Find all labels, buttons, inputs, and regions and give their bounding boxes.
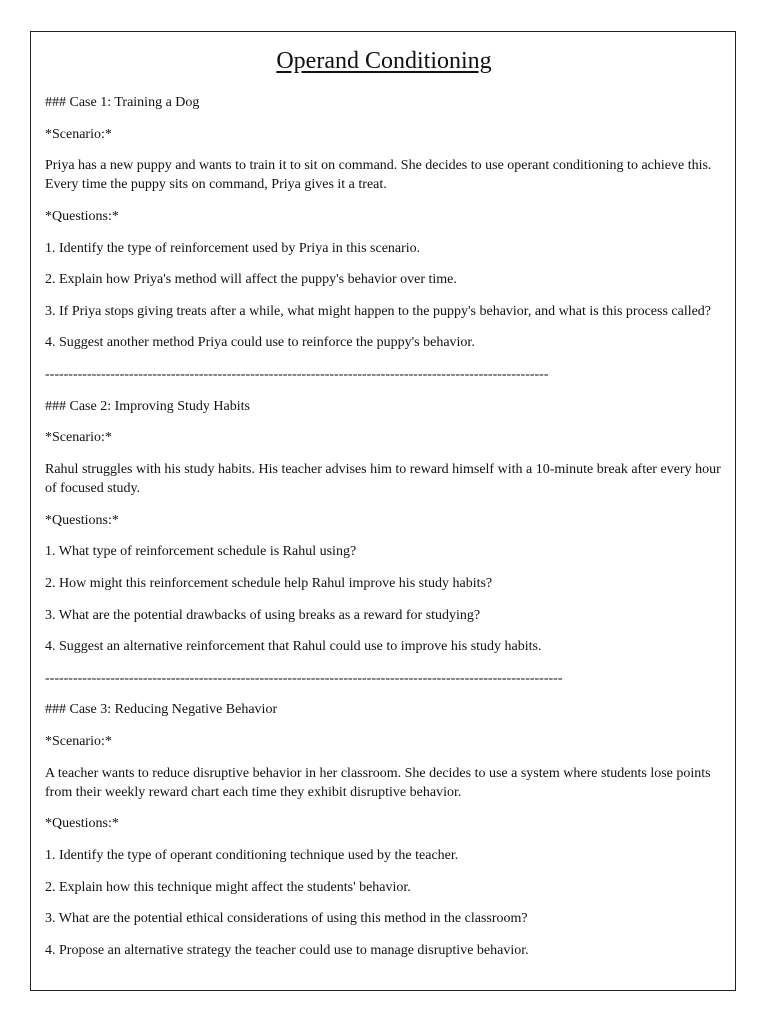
case-1-scenario-label: *Scenario:*	[45, 127, 112, 142]
case-3-question-2: 2. Explain how this technique might affect the students' behavior.	[45, 880, 411, 895]
case-2-heading: ### Case 2: Improving Study Habits	[45, 399, 250, 414]
case-2-questions-label: *Questions:*	[45, 513, 119, 528]
case-2-scenario-text: Rahul struggles with his study habits. His teacher advises him to reward himself with a 10-minute break after every hour of focused study.	[45, 462, 721, 496]
section-divider-2: ---------------------------------------------------------------------------------------------------------------	[45, 671, 563, 686]
case-1-question-3: 3. If Priya stops giving treats after a while, what might happen to the puppy's behavior, and what is this process called?	[45, 304, 712, 319]
section-divider-1: ------------------------------------------------------------------------------------------------------------	[45, 367, 549, 382]
case-2-question-4: 4. Suggest an alternative reinforcement that Rahul could use to improve his study habits.	[45, 639, 542, 654]
case-3-questions-label: *Questions:*	[45, 816, 119, 831]
case-3-scenario-label: *Scenario:*	[45, 734, 112, 749]
case-3-scenario-text: A teacher wants to reduce disruptive behavior in her classroom. She decides to use a system where students lose points from their weekly reward chart each time they exhibit disruptive behavior.	[45, 766, 711, 800]
case-1-question-4: 4. Suggest another method Priya could use to reinforce the puppy's behavior.	[45, 335, 475, 350]
case-2-question-2: 2. How might this reinforcement schedule help Rahul improve his study habits?	[45, 576, 493, 591]
case-3-heading: ### Case 3: Reducing Negative Behavior	[45, 702, 278, 717]
case-3-question-3: 3. What are the potential ethical considerations of using this method in the classroom?	[45, 911, 528, 926]
case-1-question-1: 1. Identify the type of reinforcement used by Priya in this scenario.	[45, 241, 421, 256]
case-3-question-4: 4. Propose an alternative strategy the teacher could use to manage disruptive behavior.	[45, 943, 529, 958]
case-2-scenario-label: *Scenario:*	[45, 430, 112, 445]
case-3-question-1: 1. Identify the type of operant conditioning technique used by the teacher.	[45, 848, 459, 863]
case-2-question-3: 3. What are the potential drawbacks of using breaks as a reward for studying?	[45, 608, 481, 623]
case-1-scenario-text: Priya has a new puppy and wants to train it to sit on command. She decides to use operant conditioning to achieve this. Every time the puppy sits on command, Priya gives it a treat.	[45, 158, 712, 192]
document-title: Operand Conditioning	[276, 48, 492, 74]
case-1-questions-label: *Questions:*	[45, 209, 119, 224]
case-1-heading: ### Case 1: Training a Dog	[45, 95, 200, 110]
case-2-question-1: 1. What type of reinforcement schedule is Rahul using?	[45, 544, 357, 559]
case-1-question-2: 2. Explain how Priya's method will affect the puppy's behavior over time.	[45, 272, 457, 287]
